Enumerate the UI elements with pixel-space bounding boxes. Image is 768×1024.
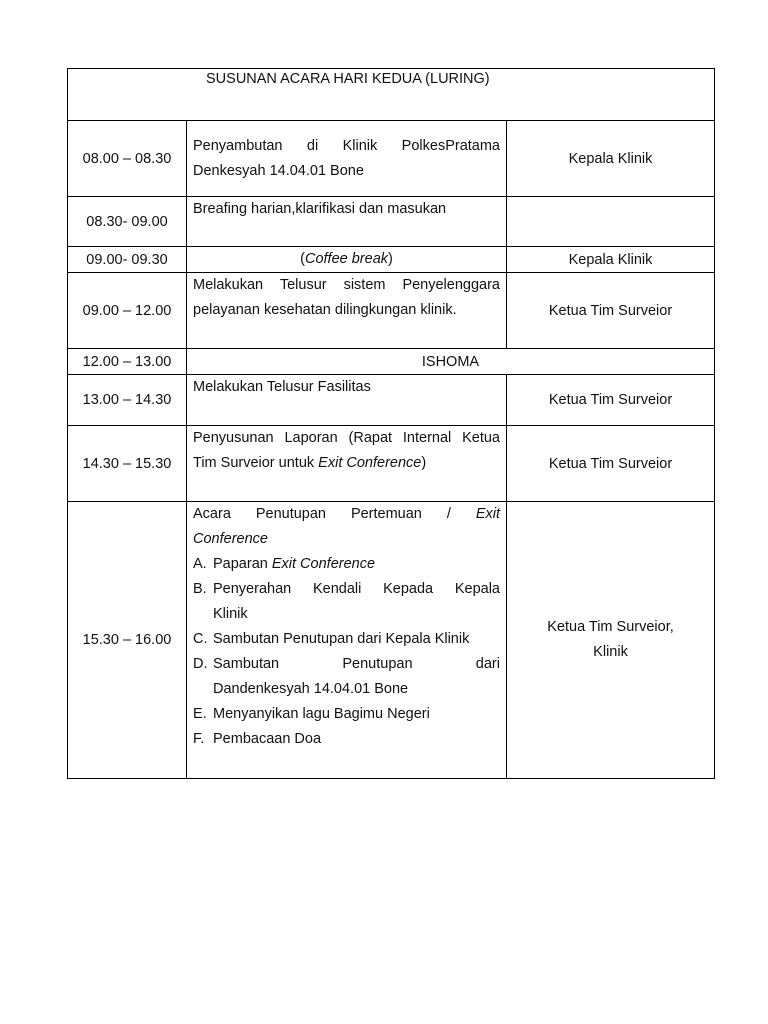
time-cell: 15.30 – 16.00 — [68, 502, 187, 779]
list-item — [193, 552, 500, 577]
responsible-cell — [507, 197, 715, 247]
paren-close: ) — [388, 251, 393, 267]
line-text: ) — [421, 455, 427, 471]
activity-line: Conference — [193, 531, 268, 547]
activity-line: Breafing harian,klarifikasi dan masukan — [193, 201, 447, 217]
activity-cell — [187, 273, 507, 349]
responsible-line: Ketua Tim Surveior, — [547, 619, 674, 635]
list-item — [193, 727, 500, 752]
activity-cell — [187, 247, 507, 273]
activity-line: Penyambutan di Klinik PolkesPratama — [193, 137, 500, 154]
list-marker: B. — [193, 581, 207, 597]
activity-cell — [187, 375, 507, 426]
activity-cell — [187, 121, 507, 197]
break-cell: ISHOMA — [187, 349, 715, 375]
list-item — [193, 577, 500, 627]
list-marker: E. — [193, 706, 207, 722]
time-cell: 14.30 – 15.30 — [68, 426, 187, 502]
responsible-cell: Ketua Tim Surveior — [507, 273, 715, 349]
table-row — [68, 375, 715, 426]
list-text: Penyerahan Kendali Kepada Kepala — [213, 581, 500, 597]
title-row — [68, 69, 715, 121]
activity-line: Melakukan Telusur sistem Penyelenggara — [193, 277, 500, 293]
exit-text: Exit — [475, 506, 500, 522]
responsible-cell: Ketua Tim Surveior — [507, 375, 715, 426]
list-item — [193, 652, 500, 702]
list-item — [193, 627, 500, 652]
time-cell: 08.00 – 08.30 — [68, 121, 187, 197]
table-row — [68, 426, 715, 502]
list-text: Paparan — [213, 556, 272, 572]
time-cell: 08.30- 09.00 — [68, 197, 187, 247]
list-text: Sambutan Penutupan dari — [213, 656, 500, 672]
activity-line — [193, 451, 500, 476]
activity-cell — [187, 197, 507, 247]
list-marker: A. — [193, 556, 207, 572]
schedule-table — [67, 68, 715, 779]
table-row — [68, 121, 715, 197]
table-row — [68, 247, 715, 273]
activity-line: Penyusunan Laporan (Rapat Internal Ketua — [193, 430, 500, 446]
responsible-line: Klinik — [593, 644, 628, 660]
line-text: Acara Penutupan Pertemuan / — [193, 506, 451, 522]
table-row — [68, 273, 715, 349]
responsible-cell — [507, 502, 715, 779]
paren-open: ( — [300, 251, 305, 267]
list-text: Sambutan Penutupan dari Kepala Klinik — [213, 631, 470, 647]
list-text: Dandenkesyah 14.04.01 Bone — [213, 681, 409, 697]
line-text: Tim Surveior untuk — [193, 455, 319, 471]
responsible-cell: Kepala Klinik — [507, 247, 715, 273]
time-cell: 13.00 – 14.30 — [68, 375, 187, 426]
coffee-break-text: Coffee break — [304, 251, 389, 267]
title-cell — [68, 69, 715, 121]
table-row — [68, 197, 715, 247]
activity-cell — [187, 502, 507, 779]
exit-conference-text: Exit Conference — [318, 455, 422, 471]
table-row — [68, 349, 715, 375]
activity-cell — [187, 426, 507, 502]
activity-line: Melakukan Telusur Fasilitas — [193, 379, 371, 395]
list-marker: F. — [193, 731, 205, 747]
time-cell: 12.00 – 13.00 — [68, 349, 187, 375]
closing-list — [193, 552, 500, 752]
responsible-cell: Ketua Tim Surveior — [507, 426, 715, 502]
responsible-cell: Kepala Klinik — [507, 121, 715, 197]
page-title: SUSUNAN ACARA HARI KEDUA (LURING) — [206, 71, 490, 87]
list-marker: C. — [193, 631, 208, 647]
list-text: Pembacaan Doa — [213, 731, 322, 747]
list-item — [193, 702, 500, 727]
activity-line: Denkesyah 14.04.01 Bone — [193, 162, 364, 179]
list-text: Menyanyikan lagu Bagimu Negeri — [213, 706, 430, 722]
time-cell: 09.00 – 12.00 — [68, 273, 187, 349]
list-text: Klinik — [213, 606, 248, 622]
activity-line — [193, 502, 500, 527]
list-marker: D. — [193, 656, 208, 672]
activity-line: pelayanan kesehatan dilingkungan klinik. — [193, 302, 457, 318]
list-text-italic: Exit Conference — [271, 556, 376, 572]
table-row — [68, 502, 715, 779]
time-cell: 09.00- 09.30 — [68, 247, 187, 273]
